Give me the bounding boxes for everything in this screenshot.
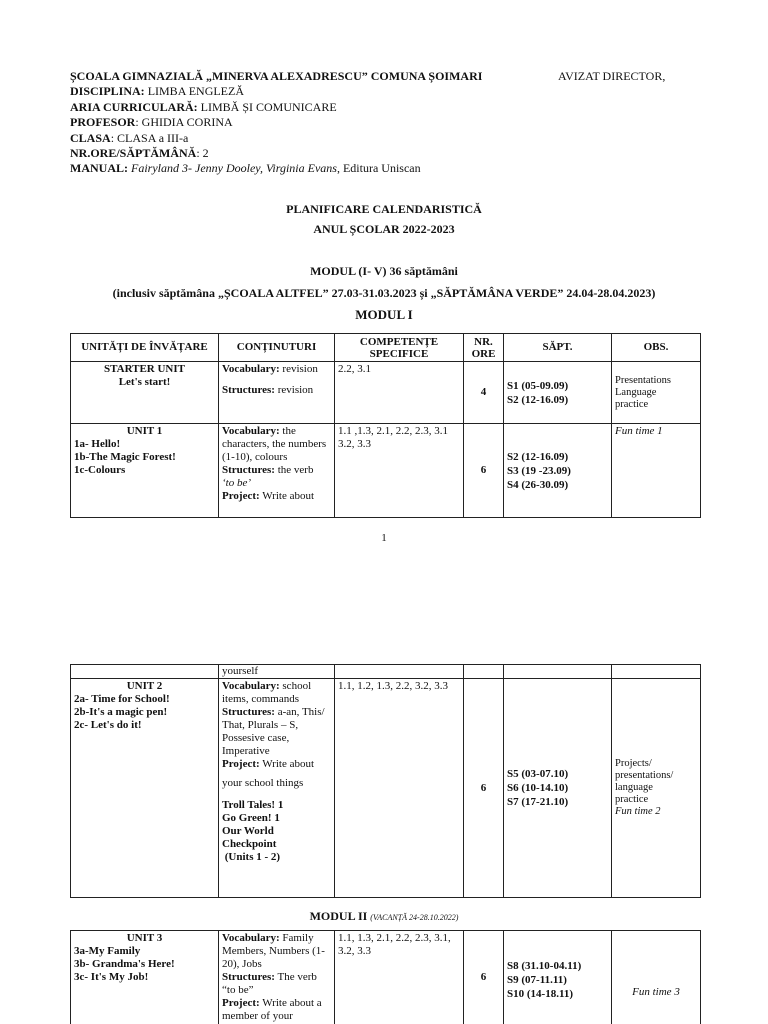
- unit2-vocab-label: Vocabulary:: [222, 680, 280, 692]
- hours-value: : 2: [196, 146, 209, 160]
- unit2-competences: 1.1, 1.2, 1.3, 2.2, 3.2, 3.3: [335, 679, 464, 898]
- plan-table-3: [70, 930, 701, 1024]
- week-item: S5 (03-07.10): [507, 768, 569, 780]
- unit1-cell: [71, 424, 219, 518]
- teacher-label: PROFESOR: [70, 115, 136, 129]
- obs-line: practice: [615, 398, 649, 410]
- discipline-value: LIMBA ENGLEZĂ: [144, 84, 245, 98]
- table-row: [71, 665, 701, 679]
- module-note: (inclusiv săptămâna „ȘCOALA ALTFEL” 27.03-31.03.2023 și „SĂPTĂMÂNA VERDE” 24.04-28.04.2023): [112, 286, 656, 300]
- lesson-item: 3a-My Family: [74, 945, 141, 957]
- unit2-hours: 6: [464, 679, 504, 898]
- unit3-title: UNIT 3: [126, 932, 163, 944]
- unit1-vocab-label: Vocabulary:: [222, 425, 280, 437]
- starter-vocab-label: Vocabulary:: [222, 363, 280, 375]
- week-item: S9 (07-11.11): [507, 974, 567, 986]
- lesson-item: 3b- Grandma's Here!: [74, 958, 175, 970]
- unit3-obs: Fun time 3: [612, 931, 701, 1024]
- unit2-obs: [612, 679, 701, 898]
- obs-line: practice: [615, 794, 649, 805]
- week-item: S1 (05-09.09): [507, 379, 569, 392]
- manual-line: [70, 161, 421, 175]
- unit1-project-label: Project:: [222, 490, 260, 502]
- unit3-struct-value: The verb “to be”: [222, 971, 317, 996]
- class-label: CLASA: [70, 131, 111, 145]
- lesson-item: 2a- Time for School!: [74, 693, 170, 705]
- year-title: ANUL ȘCOLAR 2022-2023: [313, 222, 455, 236]
- obs-line: presentations/: [615, 770, 674, 781]
- starter-title: STARTER UNIT: [103, 363, 185, 375]
- cont-hours: [464, 665, 504, 679]
- unit2-title: UNIT 2: [126, 680, 163, 692]
- unit3-weeks: [504, 931, 612, 1024]
- unit2-project-value2: your school things: [222, 777, 304, 789]
- unit3-content-cell: [219, 931, 335, 1024]
- unit3-vocab-value: Family Members, Numbers (1-20), Jobs: [222, 932, 325, 970]
- cont-obs: [612, 665, 701, 679]
- header-obs: OBS.: [612, 334, 701, 362]
- week-item: S6 (10-14.10): [507, 782, 569, 794]
- extra-item: Troll Tales! 1: [222, 799, 284, 811]
- header-weeks: SĂPT.: [504, 334, 612, 362]
- module-title: MODUL (I- V) 36 săptămâni: [310, 264, 458, 278]
- unit1-weeks: [504, 424, 612, 518]
- starter-content-cell: [219, 362, 335, 424]
- teacher-value: : GHIDIA CORINA: [135, 115, 233, 129]
- modul-1-title: MODUL I: [355, 307, 413, 322]
- header-competences: COMPETENȚE SPECIFICE: [335, 334, 464, 362]
- unit3-project-label: Project:: [222, 997, 260, 1009]
- manual-label: MANUAL:: [70, 161, 128, 175]
- starter-unit-cell: [71, 362, 219, 424]
- starter-vocab-value: revision: [279, 363, 318, 375]
- table-row: [71, 679, 701, 898]
- discipline-line: [70, 84, 244, 98]
- obs-fun-time: Fun time 2: [615, 806, 661, 817]
- starter-subtitle: Let's start!: [118, 376, 171, 388]
- area-line: [70, 100, 337, 114]
- obs-line: Language: [615, 386, 657, 398]
- lesson-item: 2b-It's a magic pen!: [74, 706, 168, 718]
- unit1-competences: 1.1 ,1.3, 2.1, 2.2, 2.3, 3.1 3.2, 3.3: [335, 424, 464, 518]
- unit1-title: UNIT 1: [126, 425, 163, 437]
- plan-table-1: [70, 333, 701, 518]
- table-header-row: [71, 334, 701, 362]
- unit3-struct-label: Structures:: [222, 971, 275, 983]
- unit1-obs: Fun time 1: [612, 424, 701, 518]
- lesson-item: 3c- It's My Job!: [74, 971, 149, 983]
- unit1-struct-label: Structures:: [222, 464, 275, 476]
- unit2-struct-label: Structures:: [222, 706, 275, 718]
- cont-content-cell: yourself: [219, 665, 335, 679]
- unit1-struct-verb: ‘to be’: [222, 477, 252, 489]
- header-content: CONȚINUTURI: [219, 334, 335, 362]
- hours-label: NR.ORE/SĂPTĂMÂNĂ: [70, 146, 197, 160]
- starter-weeks: [504, 362, 612, 424]
- hours-line: [70, 146, 209, 160]
- week-item: S7 (17-21.10): [507, 796, 569, 808]
- starter-obs: [612, 362, 701, 424]
- extra-item: Checkpoint: [222, 838, 277, 850]
- lesson-item: 1a- Hello!: [74, 438, 121, 450]
- extra-item: Go Green! 1: [222, 812, 280, 824]
- page-number: 1: [381, 532, 387, 544]
- extra-item: Our World: [222, 825, 274, 837]
- week-item: S4 (26-30.09): [507, 478, 569, 491]
- header-units: UNITĂȚI DE ÎNVĂȚARE: [71, 334, 219, 362]
- discipline-label: DISCIPLINA:: [70, 84, 145, 98]
- unit3-vocab-label: Vocabulary:: [222, 932, 280, 944]
- modul-2-note: (VACANȚĂ 24-28.10.2022): [370, 913, 459, 922]
- class-line: [70, 131, 188, 145]
- table-row: [71, 424, 701, 518]
- obs-line: language: [615, 782, 653, 793]
- plan-title: PLANIFICARE CALENDARISTICĂ: [286, 202, 482, 216]
- unit1-hours: 6: [464, 424, 504, 518]
- lesson-item: 1b-The Magic Forest!: [74, 451, 176, 463]
- extra-item: (Units 1 - 2): [222, 851, 281, 863]
- unit2-weeks: [504, 679, 612, 898]
- unit1-content-cell: [219, 424, 335, 518]
- table-row: [71, 931, 701, 1024]
- lesson-item: 2c- Let's do it!: [74, 719, 142, 731]
- unit2-project-value: Write about: [259, 758, 315, 770]
- modul-2-label: MODUL II: [309, 909, 368, 923]
- header-hours: NR. ORE: [464, 334, 504, 362]
- week-item: S2 (12-16.09): [507, 450, 569, 463]
- unit2-struct-value: a-an, This/ That, Plurals – S, Possesive case, Imperative: [222, 706, 325, 757]
- unit2-content-cell: [219, 679, 335, 898]
- starter-hours: 4: [464, 362, 504, 424]
- plan-table-2: [70, 664, 701, 898]
- class-value: : CLASA a III-a: [110, 131, 189, 145]
- modul-2-title: [0, 909, 768, 924]
- unit1-vocab-value: the characters, the numbers (1-10), colours: [222, 425, 327, 463]
- teacher-line: [70, 115, 233, 129]
- starter-competences: 2.2, 3.1: [335, 362, 464, 424]
- week-item: S2 (12-16.09): [507, 393, 569, 406]
- area-value: LIMBĂ ȘI COMUNICARE: [197, 100, 337, 114]
- starter-struct-value: revision: [274, 384, 314, 396]
- approval-label: AVIZAT DIRECTOR,: [558, 69, 666, 83]
- obs-line: Projects/: [615, 758, 652, 769]
- school-name: ȘCOALA GIMNAZIALĂ „MINERVA ALEXADRESCU” COMUNA ȘOIMARI: [70, 69, 483, 83]
- week-item: S8 (31.10-04.11): [507, 960, 582, 972]
- unit2-project-label: Project:: [222, 758, 260, 770]
- starter-struct-label: Structures:: [222, 384, 275, 396]
- cont-competences: [335, 665, 464, 679]
- table-row: [71, 362, 701, 424]
- obs-line: Presentations: [615, 374, 671, 386]
- manual-book: Fairyland 3- Jenny Dooley, Virginia Evans: [128, 161, 337, 175]
- unit2-vocab-value: school items, commands: [222, 680, 312, 705]
- unit3-project-value: Write about a member of your: [222, 997, 322, 1022]
- week-item: S3 (19 -23.09): [507, 464, 571, 477]
- unit3-competences: 1.1, 1.3, 2.1, 2.2, 2.3, 3.1, 3.2, 3.3: [335, 931, 464, 1024]
- lesson-item: 1c-Colours: [74, 464, 126, 476]
- cont-weeks: [504, 665, 612, 679]
- unit3-cell: [71, 931, 219, 1024]
- unit3-hours: 6: [464, 931, 504, 1024]
- unit1-project-value: Write about: [259, 490, 315, 502]
- area-label: ARIA CURRICULARĂ:: [70, 100, 198, 114]
- unit2-cell: [71, 679, 219, 898]
- week-item: S10 (14-18.11): [507, 988, 573, 1000]
- manual-publisher: , Editura Uniscan: [336, 161, 421, 175]
- cont-unit-cell: [71, 665, 219, 679]
- unit1-struct-value: the verb: [274, 464, 314, 476]
